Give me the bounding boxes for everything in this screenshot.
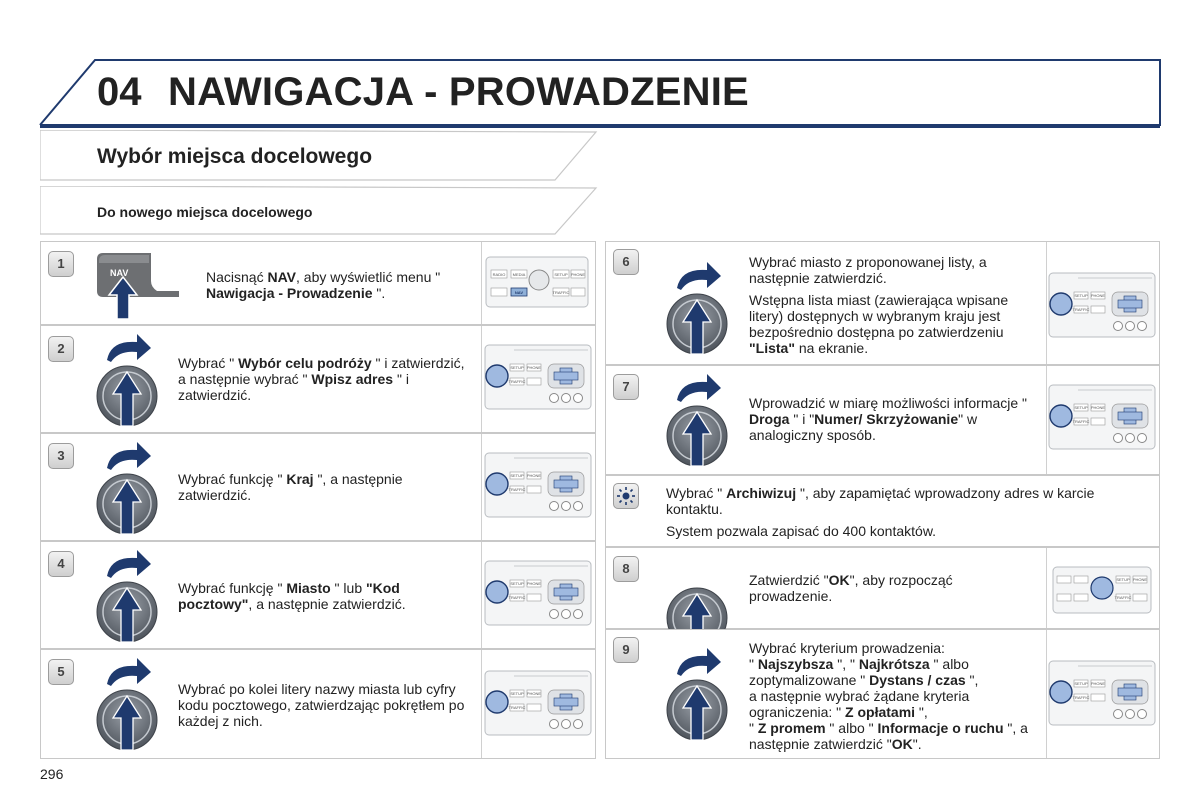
chapter-number: 04 (97, 70, 142, 114)
chapter-title: NAWIGACJA - PROWADZENIE (168, 70, 749, 114)
svg-text:TRAFFIC: TRAFFIC (508, 595, 526, 600)
svg-text:RADIO: RADIO (492, 272, 506, 277)
step-number-1: 1 (48, 251, 74, 277)
svg-text:PHONE: PHONE (1090, 405, 1106, 410)
radio-panel-illustration (484, 344, 592, 415)
svg-text:SETUP: SETUP (1116, 577, 1130, 582)
svg-text:TRAFFIC: TRAFFIC (1114, 595, 1132, 600)
svg-text:TRAFFIC: TRAFFIC (508, 379, 526, 384)
radio-panel-illustration (484, 452, 592, 523)
radio-panel-illustration (1052, 566, 1152, 619)
step-number-7: 7 (613, 374, 639, 400)
rotary-knob-icon (663, 260, 735, 365)
step-text-3: Wybrać funkcję " Kraj ", a następnie zatwierdzić. (178, 471, 403, 503)
step-number-8: 8 (613, 556, 639, 582)
rotary-knob-icon (663, 372, 735, 477)
step-text-1: Nacisnąć NAV, aby wyświetlić menu " Nawigacja - Prowadzenie ". (206, 269, 441, 301)
nav-button-illustration (95, 253, 185, 328)
nav-button-label: NAV (110, 268, 129, 278)
svg-text:PHONE: PHONE (570, 272, 586, 277)
svg-text:SETUP: SETUP (1074, 293, 1088, 298)
radio-panel-illustration (484, 560, 592, 631)
radio-panel-illustration (1048, 384, 1156, 455)
radio-panel-illustration (484, 670, 592, 741)
svg-text:TRAFFIC: TRAFFIC (552, 290, 570, 295)
svg-text:PHONE: PHONE (526, 365, 542, 370)
rotary-knob-icon (93, 332, 165, 437)
step-text-2: Wybrać " Wybór celu podróży " i zatwierdzić, a następnie wybrać " Wpisz adres " i zatwierdzić. (178, 355, 465, 403)
svg-text:NAV: NAV (514, 290, 524, 295)
step-number-9: 9 (613, 637, 639, 663)
svg-text:PHONE: PHONE (1090, 293, 1106, 298)
svg-text:TRAFFIC: TRAFFIC (1072, 695, 1090, 700)
step-text-5: Wybrać po kolei litery nazwy miasta lub cyfry kodu pocztowego, zatwierdzając pokrętłem po każdej z nich. (178, 681, 465, 729)
svg-text:PHONE: PHONE (526, 473, 542, 478)
svg-text:PHONE: PHONE (1090, 681, 1106, 686)
tip-text: Wybrać " Archiwizuj ", aby zapamiętać wprowadzony adres w karcie kontaktu. System pozwala zapisać do 400 kontaktów. (666, 485, 1095, 539)
svg-text:SETUP: SETUP (510, 581, 524, 586)
svg-text:SETUP: SETUP (554, 272, 568, 277)
svg-text:TRAFFIC: TRAFFIC (508, 705, 526, 710)
svg-text:TRAFFIC: TRAFFIC (1072, 307, 1090, 312)
tip-lightbulb-icon (613, 483, 639, 509)
svg-text:PHONE: PHONE (526, 581, 542, 586)
svg-text:SETUP: SETUP (1074, 681, 1088, 686)
svg-text:MEDIA: MEDIA (512, 272, 526, 277)
step-number-2: 2 (48, 336, 74, 362)
rotary-knob-icon (93, 656, 165, 761)
radio-panel-illustration (1048, 272, 1156, 343)
subsection-title: Do nowego miejsca docelowego (97, 204, 313, 220)
step-number-3: 3 (48, 443, 74, 469)
svg-text:PHONE: PHONE (526, 691, 542, 696)
radio-panel-illustration (1048, 660, 1156, 731)
rotary-knob-icon (93, 440, 165, 545)
step-text-8: Zatwierdzić "OK", aby rozpocząć prowadzenie. (749, 572, 953, 604)
step-number-5: 5 (48, 659, 74, 685)
step-text-7: Wprowadzić w miarę możliwości informacje " Droga " i "Numer/ Skrzyżowanie" w analogiczny sposób. (749, 395, 1028, 443)
svg-text:SETUP: SETUP (1074, 405, 1088, 410)
step-text-9: Wybrać kryterium prowadzenia: " Najszybsza ", " Najkrótsza " albo zoptymalizowane " Dystans / czas ", a następnie wybrać żądane kryteria ograniczenia: " Z opłatami ", " Z promem " albo " Informacje o ruchu ", a następnie zatwierdzić "OK". (749, 640, 1028, 752)
page-number: 296 (40, 766, 64, 782)
svg-text:SETUP: SETUP (510, 473, 524, 478)
step-number-6: 6 (613, 249, 639, 275)
svg-text:TRAFFIC: TRAFFIC (508, 487, 526, 492)
step-text-4: Wybrać funkcję " Miasto " lub "Kod pocztowy", a następnie zatwierdzić. (178, 580, 406, 612)
step-number-4: 4 (48, 551, 74, 577)
svg-text:TRAFFIC: TRAFFIC (1072, 419, 1090, 424)
rotary-knob-icon (663, 646, 735, 751)
svg-text:SETUP: SETUP (510, 365, 524, 370)
section-title: Wybór miejsca docelowego (97, 145, 373, 168)
svg-text:SETUP: SETUP (510, 691, 524, 696)
rotary-knob-icon (93, 548, 165, 653)
step-text-6: Wybrać miasto z proponowanej listy, a następnie zatwierdzić. Wstępna lista miast (zawierająca wpisane litery) dostępnych w wybranym kraju jest bezpośrednio dostępna po zatwierdzeniu "Lista" na ekranie. (749, 254, 1009, 356)
svg-text:PHONE: PHONE (1132, 577, 1148, 582)
radio-panel-illustration (485, 256, 589, 313)
